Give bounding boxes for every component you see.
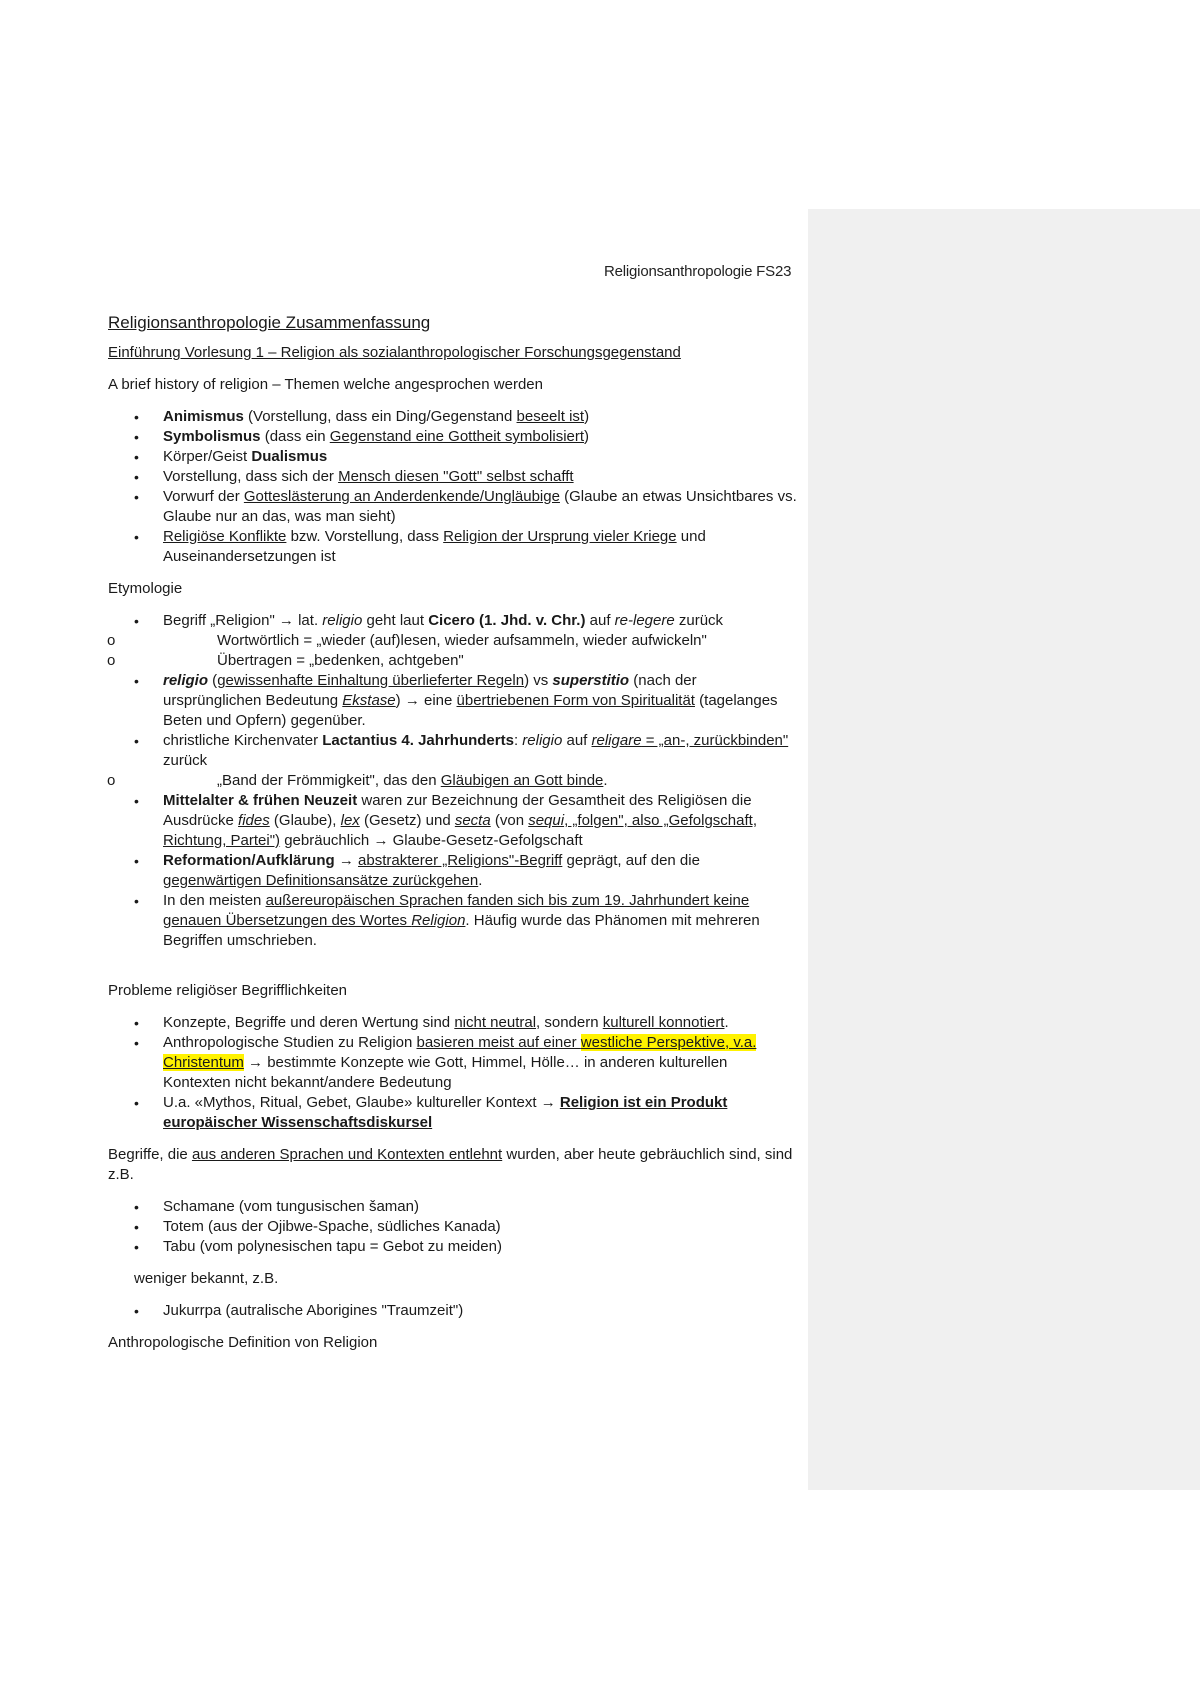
list-item: • Konzepte, Begriffe und deren Wertung sind nicht neutral, sondern kulturell konnotiert. (108, 1013, 798, 1033)
section-heading-lecture1: Einführung Vorlesung 1 – Religion als sozialanthropologischer Forschungsgegenstand (108, 344, 681, 361)
list-item: • Vorwurf der Gotteslästerung an Anderdenkende/Ungläubige (Glaube an etwas Unsichtbares vs. Glaube nur an das, was man sieht) (108, 487, 798, 527)
list-item: • Reformation/Aufklärung → abstrakterer „Religions"-Begriff geprägt, auf den die gegenwärtigen Definitionsansätze zurückgehen. (108, 851, 798, 891)
list-item: • Symbolismus (dass ein Gegenstand eine Gottheit symbolisiert) (108, 427, 798, 447)
page-header: Religionsanthropologie FS23 (604, 263, 792, 280)
document-title: Religionsanthropologie Zusammenfassung (108, 313, 431, 332)
highlighted-text: westliche Perspektive, v.a. Christentum (163, 1034, 757, 1071)
sub-list (163, 631, 798, 671)
list-item: • Animismus (Vorstellung, dass ein Ding/Gegenstand beseelt ist) (108, 407, 798, 427)
list-item: • Mittelalter & frühen Neuzeit waren zur Bezeichnung der Gesamtheit des Religiösen die Ausdrücke fides (Glaube), lex (Gesetz) und secta (von sequi, „folgen", also „Gefolgschaft, Richtung, Partei") gebräuchlich → Glaube-Gesetz-Gefolgschaft (108, 791, 798, 851)
anthro-definition-heading: Anthropologische Definition von Religion (108, 1334, 378, 1351)
document-body (108, 313, 798, 1365)
sub-list-item: o Übertragen = „bedenken, achtgeben" (163, 651, 798, 671)
etymology-list (108, 611, 798, 951)
comment-pane (808, 209, 1200, 1490)
list-item: • religio (gewissenhafte Einhaltung überlieferter Regeln) vs superstitio (nach der ursprünglichen Bedeutung Ekstase) → eine übertriebenen Form von Spiritualität (tagelanges Beten und Opfern) gegenüber. (108, 671, 798, 731)
less-known-label: weniger bekannt, z.B. (134, 1270, 279, 1287)
borrowed-terms-intro: Begriffe, die aus anderen Sprachen und Kontexten entlehnt wurden, aber heute gebräuchlich sind, sind z.B. (108, 1146, 793, 1183)
section-intro: A brief history of religion – Themen welche angesprochen werden (108, 376, 543, 393)
list-item: • Tabu (vom polynesischen tapu = Gebot zu meiden) (108, 1237, 798, 1257)
list-item: • Begriff „Religion" → lat. religio geht laut Cicero (1. Jhd. v. Chr.) auf re-legere zurück o Wortwörtlich = „wieder (auf)lesen, wieder aufsammeln, wieder aufwickeln" o Übertragen = „bedenken, achtgeben" (108, 611, 798, 671)
list-item: • Religiöse Konflikte bzw. Vorstellung, dass Religion der Ursprung vieler Kriege und Auseinandersetzungen ist (108, 527, 798, 567)
sub-list-item: o Wortwörtlich = „wieder (auf)lesen, wieder aufsammeln, wieder aufwickeln" (163, 631, 798, 651)
list-item: • Schamane (vom tungusischen šaman) (108, 1197, 798, 1217)
list-item: • In den meisten außereuropäischen Sprachen fanden sich bis zum 19. Jahrhundert keine genauen Übersetzungen des Wortes Religion. Häufig wurde das Phänomen mit mehreren Begriffen umschrieben. (108, 891, 798, 951)
borrowed-terms-list (108, 1197, 798, 1257)
sub-list-item: o „Band der Frömmigkeit", das den Gläubigen an Gott binde. (163, 771, 798, 791)
problems-heading: Probleme religiöser Begrifflichkeiten (108, 982, 348, 999)
list-item: • U.a. «Mythos, Ritual, Gebet, Glaube» kultureller Kontext → Religion ist ein Produkt europäischer Wissenschaftsdiskursel (108, 1093, 798, 1133)
list-item: • Vorstellung, dass sich der Mensch diesen "Gott" selbst schafft (108, 467, 798, 487)
list-item: • christliche Kirchenvater Lactantius 4. Jahrhunderts: religio auf religare = „an-, zurückbinden" zurück o „Band der Frömmigkeit", das den Gläubigen an Gott binde. (108, 731, 798, 791)
list-item: • Totem (aus der Ojibwe-Spache, südliches Kanada) (108, 1217, 798, 1237)
list-item: • Anthropologische Studien zu Religion basieren meist auf einer westliche Perspektive, v.a. Christentum → bestimmte Konzepte wie Gott, Himmel, Hölle… in anderen kulturellen Kontexten nicht bekannt/andere Bedeutung (108, 1033, 798, 1093)
list-item: • Jukurrpa (autralische Aborigines "Traumzeit") (108, 1301, 798, 1321)
list-item: • Körper/Geist Dualismus (108, 447, 798, 467)
themes-list (108, 407, 798, 567)
sub-list (163, 771, 798, 791)
problems-list (108, 1013, 798, 1133)
etymology-heading: Etymologie (108, 580, 183, 597)
less-known-list (108, 1301, 798, 1321)
